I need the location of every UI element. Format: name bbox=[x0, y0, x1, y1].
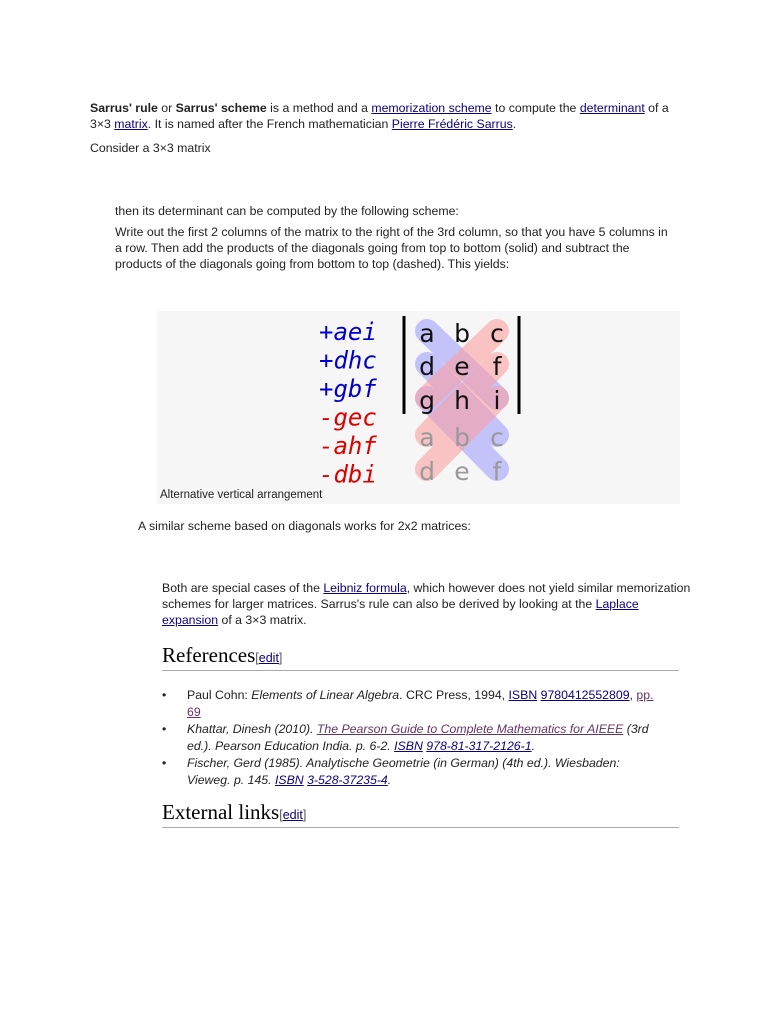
sarrus-diagram bbox=[314, 311, 524, 486]
edit-bracket bbox=[279, 808, 306, 822]
bracket-open: [ bbox=[255, 651, 259, 665]
product-term: +dhc bbox=[319, 346, 377, 375]
ref-publisher: (3rd ed.). Pearson Education India. p. 6-2. bbox=[187, 722, 649, 753]
both-paragraph bbox=[162, 580, 692, 628]
reference-item bbox=[162, 687, 662, 720]
term-sarrus-rule: Sarrus' rule bbox=[90, 101, 158, 115]
bullet: • bbox=[162, 722, 167, 736]
ref-end: . bbox=[387, 772, 392, 787]
product-term: -ahf bbox=[319, 432, 377, 460]
isbn-link[interactable]: 3-528-37235-4 bbox=[307, 772, 388, 787]
repeated-entry: d bbox=[419, 457, 435, 486]
references-heading bbox=[162, 643, 679, 671]
repeated-entry: c bbox=[490, 423, 504, 452]
link-pierre-frederic-sarrus[interactable]: Pierre Frédéric Sarrus bbox=[391, 117, 513, 131]
matrix-entry: h bbox=[454, 386, 470, 415]
repeated-entry: f bbox=[492, 457, 502, 486]
both-text: , which however does not yield similar memorization schemes for larger matrices. Sarrus's rule can also be derived by looking at the bbox=[162, 581, 691, 611]
intro-text: or bbox=[157, 101, 176, 115]
external-links-title: External links bbox=[162, 800, 280, 824]
separator: , bbox=[629, 688, 637, 702]
link-matrix[interactable]: matrix bbox=[114, 117, 148, 131]
matrix-entry: c bbox=[490, 319, 504, 348]
link-memorization-scheme[interactable]: memorization scheme bbox=[371, 101, 492, 115]
ref-publisher: . CRC Press, 1994, bbox=[399, 688, 509, 702]
matrix-entry: a bbox=[419, 319, 435, 348]
repeated-entry: e bbox=[454, 457, 470, 486]
isbn-label-link[interactable]: ISBN bbox=[274, 772, 304, 787]
pages-link[interactable]: pp. 69 bbox=[187, 688, 654, 719]
matrix-entry: f bbox=[492, 352, 502, 381]
then-text: then its determinant can be computed by the following scheme: bbox=[115, 204, 459, 218]
edit-bracket bbox=[255, 651, 282, 665]
references-edit-link[interactable]: edit bbox=[258, 651, 279, 665]
sarrus-figure bbox=[157, 311, 680, 504]
intro-text: is a method and a bbox=[266, 101, 372, 115]
ref-end: . bbox=[531, 738, 535, 753]
product-term: -gec bbox=[319, 403, 377, 432]
bracket-close: ] bbox=[302, 808, 307, 822]
external-links-heading bbox=[162, 800, 679, 828]
repeated-entry: a bbox=[419, 423, 435, 452]
product-terms bbox=[319, 318, 377, 486]
intro-text: . It is named after the French mathematician bbox=[147, 117, 392, 131]
ref-author: Khattar, Dinesh (2010). bbox=[187, 722, 317, 736]
bullet: • bbox=[162, 688, 167, 702]
isbn-label-link[interactable]: ISBN bbox=[508, 688, 538, 702]
write-instructions: Write out the first 2 columns of the matrix to the right of the 3rd column, so that you have 5 columns in a row. Then add the products of the diagonals going from top to bottom (solid) and subtract the products of the diagonals going from bottom to top (dashed). This yields: bbox=[115, 225, 668, 271]
ref-title-link[interactable]: The Pearson Guide to Complete Mathematics for AIEEE bbox=[316, 722, 624, 736]
similar-text: A similar scheme based on diagonals works for 2x2 matrices: bbox=[138, 519, 471, 533]
matrix-entry: b bbox=[454, 319, 470, 348]
term-sarrus-scheme: Sarrus' scheme bbox=[175, 101, 267, 115]
product-term: +gbf bbox=[319, 375, 377, 403]
both-text: Both are special cases of the bbox=[162, 581, 324, 595]
isbn-label-link[interactable]: ISBN bbox=[394, 738, 423, 753]
ref-title: Elements of Linear Algebra bbox=[251, 688, 400, 702]
intro-text: of a 3×3 bbox=[90, 101, 669, 131]
intro-text: . bbox=[512, 117, 517, 131]
bullet: • bbox=[162, 756, 167, 770]
link-leibniz-formula[interactable]: Leibniz formula bbox=[323, 581, 407, 595]
figure-caption: Alternative vertical arrangement bbox=[160, 489, 323, 501]
product-term: +aei bbox=[319, 318, 377, 346]
references-title: References bbox=[162, 643, 256, 667]
ref-author: Fischer, Gerd (1985). Analytische Geometrie (in German) (4th ed.). Wiesbaden: Vieweg. p. 145. bbox=[187, 756, 620, 787]
isbn-link[interactable]: 9780412552809 bbox=[540, 688, 630, 702]
reference-item bbox=[162, 755, 662, 788]
link-determinant[interactable]: determinant bbox=[579, 101, 645, 115]
reference-item bbox=[162, 721, 662, 754]
link-laplace-expansion[interactable]: Laplace expansion bbox=[162, 597, 639, 627]
ref-author: Paul Cohn: bbox=[187, 688, 252, 702]
matrix-entry: e bbox=[454, 352, 470, 381]
intro-paragraph bbox=[90, 100, 690, 132]
external-links-edit-link[interactable]: edit bbox=[282, 808, 303, 822]
isbn-link[interactable]: 978-81-317-2126-1 bbox=[426, 738, 532, 753]
consider-text: Consider a 3×3 matrix bbox=[90, 141, 211, 155]
intro-text: to compute the bbox=[491, 101, 580, 115]
repeated-entry: b bbox=[454, 423, 470, 452]
bracket-open: [ bbox=[279, 808, 283, 822]
matrix-entry: i bbox=[493, 386, 501, 415]
matrix-entry: d bbox=[419, 352, 435, 381]
product-term: -dbi bbox=[319, 460, 377, 486]
references-list bbox=[162, 687, 662, 789]
matrix-entry: g bbox=[419, 386, 435, 415]
both-text: of a 3×3 matrix. bbox=[218, 613, 307, 627]
bracket-close: ] bbox=[278, 651, 283, 665]
